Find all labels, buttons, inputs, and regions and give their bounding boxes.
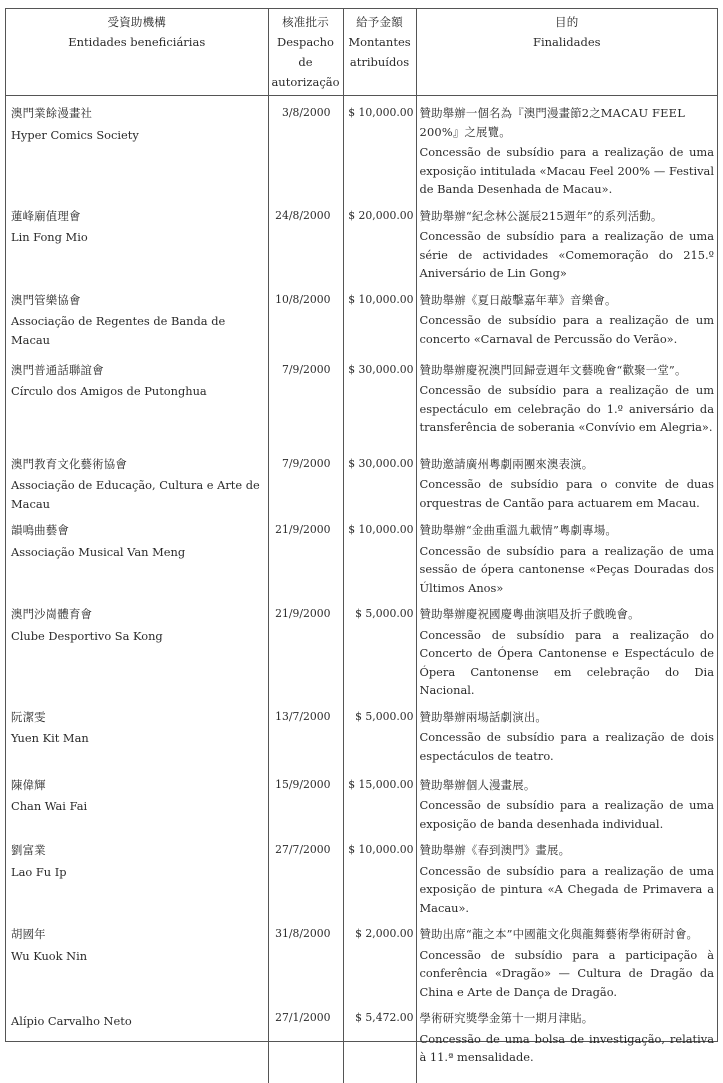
- purpose-cell: [416, 768, 717, 834]
- table-row: [6, 768, 717, 834]
- purpose-zh: 贊助舉辦一個名為『澳門漫畫節2之MACAU FEEL 200%』之展覽。: [420, 104, 715, 141]
- amount-value: $ 30,000.00: [343, 353, 416, 447]
- purpose-zh: 贊助舉辦個人漫畫展。: [420, 776, 715, 795]
- entity-name-zh: 劉富業: [11, 841, 265, 860]
- entity-name-zh: 澳門管樂協會: [11, 291, 265, 310]
- purpose-pt: Concessão de subsídio para a realização de um concerto «Carnaval de Percussão do Verão».: [420, 311, 715, 348]
- entity-cell: [6, 768, 268, 834]
- entity-cell: [6, 700, 268, 768]
- table-row: [6, 353, 717, 447]
- entity-name-pt: Lao Fu Ip: [11, 863, 265, 882]
- entity-name-pt: Lin Fong Mio: [11, 228, 265, 247]
- purpose-pt: Concessão de subsídio para a realização de um espectáculo em celebração do 1.º aniversário da transferência de soberania «Convívio em Alegria».: [420, 381, 715, 437]
- amount-value: $ 15,000.00: [343, 768, 416, 834]
- amount-value: $ 10,000.00: [343, 283, 416, 353]
- dispatch-date: 27/1/2000: [268, 1001, 343, 1083]
- entity-name-zh: 澳門業餘漫畫社: [11, 104, 265, 123]
- purpose-cell: [416, 353, 717, 447]
- purpose-pt: Concessão de subsídio para a realização de uma exposição intitulada «Macau Feel 200% — Festival de Banda Desenhada de Macau».: [420, 143, 715, 199]
- purpose-cell: [416, 597, 717, 700]
- entity-cell: [6, 917, 268, 1001]
- purpose-cell: [416, 700, 717, 768]
- table-body: [6, 96, 717, 1083]
- entity-name-pt: Clube Desportivo Sa Kong: [11, 627, 265, 646]
- purpose-cell: [416, 447, 717, 514]
- purpose-zh: 贊助舉辦《春到澳門》畫展。: [420, 841, 715, 860]
- amount-value: $ 10,000.00: [343, 96, 416, 199]
- purpose-cell: [416, 1001, 717, 1083]
- table-row: [6, 597, 717, 700]
- table-row: [6, 447, 717, 514]
- table-row: [6, 283, 717, 353]
- purpose-pt: Concessão de subsídio para a realização de dois espectáculos de teatro.: [420, 728, 715, 765]
- header-amount: [343, 9, 416, 96]
- purpose-pt: Concessão de subsídio para a realização do Concerto de Ópera Cantonense e Espectáculo de Ópera Cantonense em celebração do Dia Nacional.: [420, 626, 715, 700]
- entity-name-zh: 陳偉輝: [11, 776, 265, 795]
- header-entities-pt: Entidades beneficiárias: [68, 35, 205, 49]
- amount-value: $ 2,000.00: [343, 917, 416, 1001]
- purpose-pt: Concessão de subsídio para a participação à conferência «Dragão» — Cultura de Dragão da China e Arte de Dança de Dragão.: [420, 946, 715, 1002]
- dispatch-date: 31/8/2000: [268, 917, 343, 1001]
- table-row: [6, 917, 717, 1001]
- table-row: [6, 833, 717, 917]
- purpose-cell: [416, 283, 717, 353]
- amount-value: $ 5,000.00: [343, 700, 416, 768]
- header-amount-zh: 給予金額: [346, 12, 414, 32]
- purpose-zh: 贊助舉辦“金曲重溫九載情”粵劇專場。: [420, 521, 715, 540]
- header-dispatch: [268, 9, 343, 96]
- entity-cell: [6, 1001, 268, 1083]
- purpose-zh: 學術研究獎學金第十一期月津貼。: [420, 1009, 715, 1028]
- purpose-zh: 贊助舉辦慶祝國慶粵曲演唱及折子戲晚會。: [420, 605, 715, 624]
- entity-name-zh: 胡國年: [11, 925, 265, 944]
- purpose-pt: Concessão de subsídio para o convite de duas orquestras de Cantão para actuarem em Macau.: [420, 475, 715, 512]
- entity-cell: [6, 199, 268, 283]
- purpose-cell: [416, 917, 717, 1001]
- dispatch-date: 24/8/2000: [268, 199, 343, 283]
- dispatch-date: 3/8/2000: [268, 96, 343, 199]
- entity-name-pt: Associação de Educação, Cultura e Arte de Macau: [11, 476, 265, 513]
- purpose-zh: 贊助邀請廣州粵劇兩團來澳表演。: [420, 455, 715, 474]
- header-entities: [6, 9, 268, 96]
- entity-name-pt: Yuen Kit Man: [11, 729, 265, 748]
- header-purpose-zh: 目的: [419, 12, 716, 32]
- purpose-zh: 贊助出席“龍之本”中國龍文化與龍舞藝術學術研討會。: [420, 925, 715, 944]
- table-row: [6, 199, 717, 283]
- amount-value: $ 10,000.00: [343, 833, 416, 917]
- purpose-cell: [416, 199, 717, 283]
- entity-name-zh: 阮潔雯: [11, 708, 265, 727]
- header-entities-zh: 受資助機構: [8, 12, 266, 32]
- purpose-cell: [416, 513, 717, 597]
- entity-name-zh: 蓮峰廟值理會: [11, 207, 265, 226]
- entity-cell: [6, 833, 268, 917]
- purpose-zh: 贊助舉辦慶祝澳門回歸壹週年文藝晚會“歡聚一堂”。: [420, 361, 715, 380]
- entity-cell: [6, 447, 268, 514]
- purpose-pt: Concessão de subsídio para a realização de uma série de actividades «Comemoração do 215.º Aniversário de Lin Gong»: [420, 227, 715, 283]
- table-row: [6, 700, 717, 768]
- entity-name-pt: Chan Wai Fai: [11, 797, 265, 816]
- entity-name-pt: Hyper Comics Society: [11, 126, 265, 145]
- table-header-row: [6, 9, 717, 96]
- dispatch-date: 15/9/2000: [268, 768, 343, 834]
- subsidy-table: [6, 9, 717, 1083]
- amount-value: $ 30,000.00: [343, 447, 416, 514]
- entity-name-pt: Associação de Regentes de Banda de Macau: [11, 312, 265, 349]
- entity-cell: [6, 353, 268, 447]
- entity-name-pt: Wu Kuok Nin: [11, 947, 265, 966]
- purpose-cell: [416, 96, 717, 199]
- header-purpose-pt: Finalidades: [533, 35, 601, 49]
- amount-value: $ 20,000.00: [343, 199, 416, 283]
- entity-name-zh: 澳門普通話聯誼會: [11, 361, 265, 380]
- purpose-pt: Concessão de subsídio para a realização de uma exposição de pintura «A Chegada de Primavera a Macau».: [420, 862, 715, 918]
- table-row: [6, 1001, 717, 1083]
- table-row: [6, 513, 717, 597]
- dispatch-date: 7/9/2000: [268, 353, 343, 447]
- header-dispatch-zh: 核准批示: [271, 12, 341, 32]
- dispatch-date: 21/9/2000: [268, 513, 343, 597]
- purpose-zh: 贊助舉辦兩場話劇演出。: [420, 708, 715, 727]
- purpose-pt: Concessão de subsídio para a realização de uma sessão de ópera cantonense «Peças Douradas dos Últimos Anos»: [420, 542, 715, 598]
- entity-name-pt: Círculo dos Amigos de Putonghua: [11, 382, 265, 401]
- entity-name-zh: 澳門教育文化藝術協會: [11, 455, 265, 474]
- amount-value: $ 5,000.00: [343, 597, 416, 700]
- dispatch-date: 7/9/2000: [268, 447, 343, 514]
- dispatch-date: 21/9/2000: [268, 597, 343, 700]
- amount-value: $ 10,000.00: [343, 513, 416, 597]
- purpose-pt: Concessão de subsídio para a realização de uma exposição de banda desenhada individual.: [420, 796, 715, 833]
- entity-cell: [6, 96, 268, 199]
- entity-cell: [6, 283, 268, 353]
- header-purpose: [416, 9, 717, 96]
- entity-cell: [6, 513, 268, 597]
- purpose-cell: [416, 833, 717, 917]
- subsidy-table-frame: [5, 8, 718, 1042]
- dispatch-date: 13/7/2000: [268, 700, 343, 768]
- dispatch-date: 10/8/2000: [268, 283, 343, 353]
- header-dispatch-pt: Despacho de autorização: [271, 35, 339, 89]
- purpose-pt: Concessão de uma bolsa de investigação, relativa à 11.ª mensalidade.: [420, 1030, 715, 1067]
- amount-value: $ 5,472.00: [343, 1001, 416, 1083]
- entity-name-zh: 韻鳴曲藝會: [11, 521, 265, 540]
- table-row: [6, 96, 717, 199]
- entity-name-pt: Alípio Carvalho Neto: [11, 1012, 265, 1031]
- purpose-zh: 贊助舉辦《夏日敲擊嘉年華》音樂會。: [420, 291, 715, 310]
- purpose-zh: 贊助舉辦“紀念林公誕辰215週年”的系列活動。: [420, 207, 715, 226]
- entity-cell: [6, 597, 268, 700]
- entity-name-pt: Associação Musical Van Meng: [11, 543, 265, 562]
- entity-name-zh: 澳門沙崗體育會: [11, 605, 265, 624]
- header-amount-pt: Montantes atribuídos: [348, 35, 410, 69]
- dispatch-date: 27/7/2000: [268, 833, 343, 917]
